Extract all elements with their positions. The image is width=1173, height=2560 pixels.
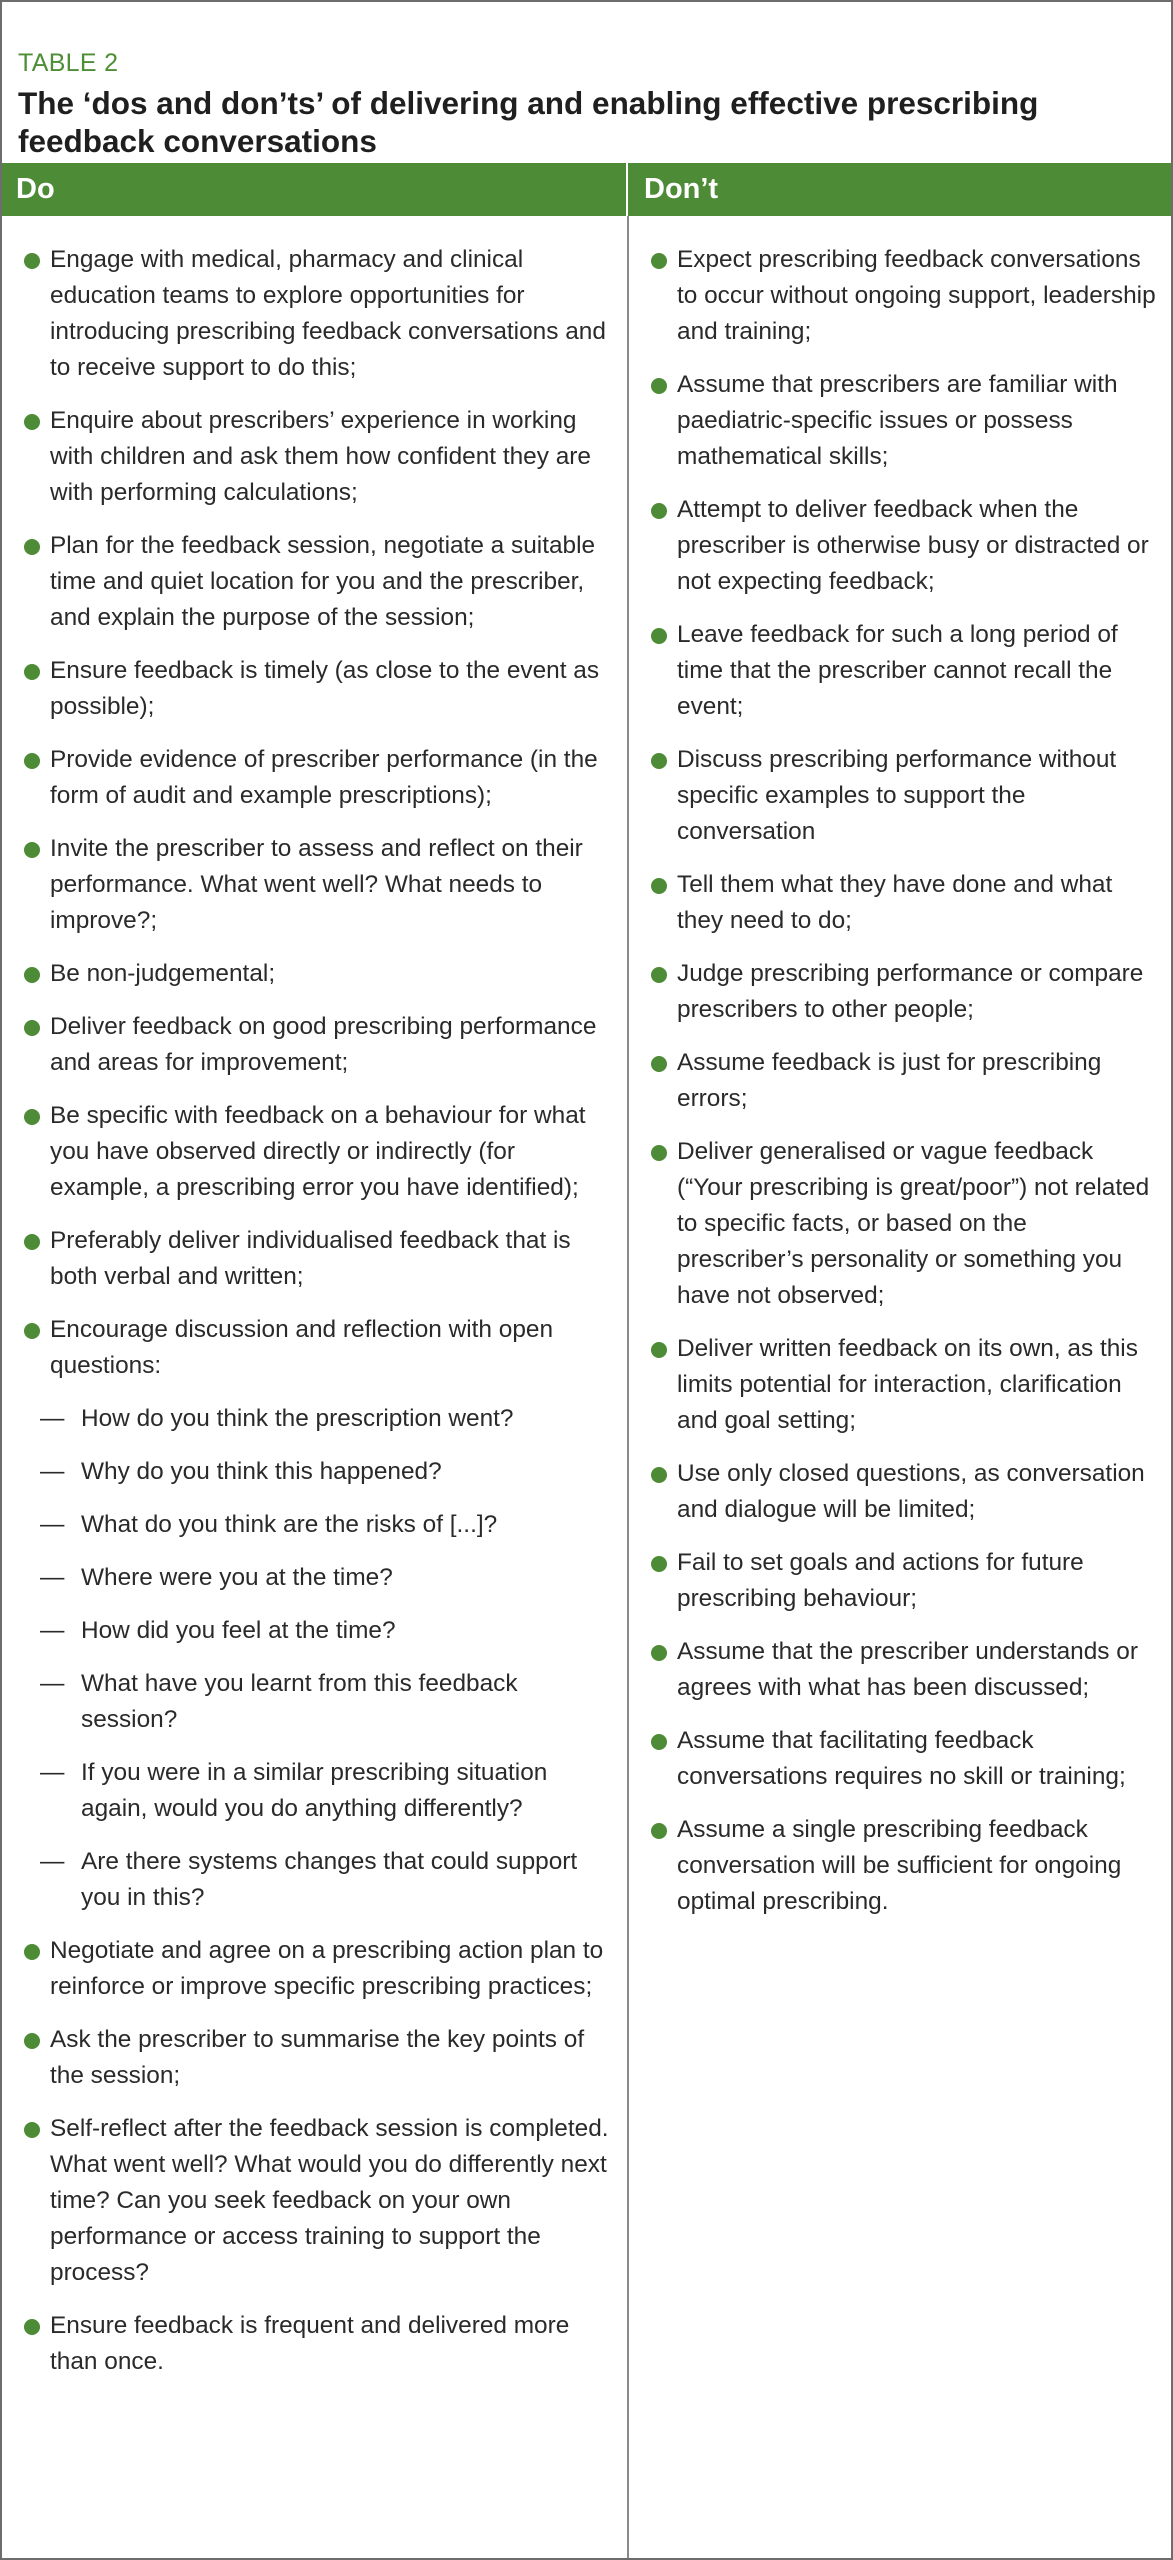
table-header-row [2, 163, 1171, 216]
do-item-text: Ensure feedback is frequent and delivered more than once. [50, 2312, 570, 2375]
dont-item-text: Assume that prescribers are familiar with paediatric-specific issues or possess mathematical skills; [677, 371, 1118, 470]
do-item-text: Be specific with feedback on a behaviour for what you have observed directly or indirectly (for example, a prescribing error you have identified); [50, 1102, 586, 1201]
do-item-text: Provide evidence of prescriber performance (in the form of audit and example prescriptions); [50, 746, 598, 809]
do-list-item [24, 956, 615, 992]
bullet-dot-icon [24, 753, 40, 769]
do-item-text: Be non-judgemental; [50, 960, 276, 987]
do-list-item [24, 1009, 615, 1081]
do-item-text: Negotiate and agree on a prescribing action plan to reinforce or improve specific prescribing practices; [50, 1937, 604, 2000]
bullet-dot-icon [651, 967, 667, 983]
dont-list-item [651, 1634, 1159, 1706]
dont-list [651, 242, 1159, 1920]
do-item-text: If you were in a similar prescribing situation again, would you do anything differently? [81, 1759, 548, 1822]
bullet-dot-icon [24, 967, 40, 983]
do-item-text: Ensure feedback is timely (as close to the event as possible); [50, 657, 600, 720]
bullet-dot-icon [651, 753, 667, 769]
do-list-item [24, 831, 615, 939]
bullet-dot-icon [24, 539, 40, 555]
dont-list-item [651, 1456, 1159, 1528]
dont-item-text: Use only closed questions, as conversation and dialogue will be limited; [677, 1460, 1145, 1523]
do-list-item [24, 1223, 615, 1295]
dont-list-item [651, 1545, 1159, 1617]
do-list-item [24, 742, 615, 814]
dont-item-text: Attempt to deliver feedback when the prescriber is otherwise busy or distracted or not expecting feedback; [677, 496, 1149, 595]
bullet-dot-icon [651, 378, 667, 394]
dont-column [629, 242, 1171, 1937]
do-column [2, 242, 627, 2397]
bullet-dot-icon [651, 628, 667, 644]
table-caption [2, 2, 1171, 162]
do-sub-question [24, 1844, 615, 1916]
do-list [24, 242, 615, 2380]
do-sub-question [24, 1401, 615, 1437]
dont-list-item [651, 242, 1159, 350]
bullet-dot-icon [24, 253, 40, 269]
dash-icon: — [40, 1564, 65, 1591]
bullet-dot-icon [24, 1323, 40, 1339]
bullet-dot-icon [651, 1645, 667, 1661]
do-item-text: Ask the prescriber to summarise the key points of the session; [50, 2026, 585, 2089]
bullet-dot-icon [651, 253, 667, 269]
bullet-dot-icon [651, 1556, 667, 1572]
dash-icon: — [40, 1511, 65, 1538]
dash-icon: — [40, 1670, 65, 1697]
bullet-dot-icon [651, 878, 667, 894]
do-list-item [24, 1098, 615, 1206]
dash-icon: — [40, 1848, 65, 1875]
do-item-text: Deliver feedback on good prescribing performance and areas for improvement; [50, 1013, 597, 1076]
do-sub-question [24, 1560, 615, 1596]
do-sub-question [24, 1507, 615, 1543]
bullet-dot-icon [651, 1145, 667, 1161]
do-sub-question [24, 1613, 615, 1649]
dont-list-item [651, 867, 1159, 939]
dont-list-item [651, 956, 1159, 1028]
dont-list-item [651, 1134, 1159, 1314]
bullet-dot-icon [24, 2319, 40, 2335]
dont-item-text: Fail to set goals and actions for future prescribing behaviour; [677, 1549, 1084, 1612]
dont-list-item [651, 1331, 1159, 1439]
table-title: The ‘dos and don’ts’ of delivering and enabling effective prescribing feedback conversations [18, 85, 1039, 159]
do-list-item [24, 2022, 615, 2094]
do-item-text: Invite the prescriber to assess and reflect on their performance. What went well? What needs to improve?; [50, 835, 583, 934]
do-item-text: What have you learnt from this feedback session? [81, 1670, 518, 1733]
do-list-item [24, 242, 615, 386]
do-sub-question [24, 1755, 615, 1827]
do-item-text: Enquire about prescribers’ experience in working with children and ask them how confident they are with performing calculations; [50, 407, 591, 506]
bullet-dot-icon [651, 1056, 667, 1072]
dont-list-item [651, 1723, 1159, 1795]
dash-icon: — [40, 1617, 65, 1644]
do-list-item [24, 2111, 615, 2291]
do-item-text: Are there systems changes that could support you in this? [81, 1848, 578, 1911]
do-list-item [24, 528, 615, 636]
header-do: Do [2, 163, 628, 216]
do-sub-question [24, 1454, 615, 1490]
dont-item-text: Assume feedback is just for prescribing errors; [677, 1049, 1102, 1112]
do-list-item [24, 2308, 615, 2380]
bullet-dot-icon [24, 842, 40, 858]
do-list-item [24, 1312, 615, 1384]
do-sub-question [24, 1666, 615, 1738]
dont-item-text: Assume a single prescribing feedback conversation will be sufficient for ongoing optimal prescribing. [677, 1816, 1122, 1915]
header-dont: Don’t [644, 173, 719, 205]
bullet-dot-icon [24, 1020, 40, 1036]
dont-item-text: Discuss prescribing performance without specific examples to support the conversation [677, 746, 1117, 845]
dont-list-item [651, 617, 1159, 725]
bullet-dot-icon [24, 1109, 40, 1125]
do-list-item [24, 403, 615, 511]
bullet-dot-icon [651, 1823, 667, 1839]
dont-list-item [651, 1045, 1159, 1117]
bullet-dot-icon [24, 414, 40, 430]
table-label: TABLE 2 [18, 49, 119, 77]
do-item-text: How did you feel at the time? [81, 1617, 396, 1644]
do-list-item [24, 653, 615, 725]
dont-list-item [651, 1812, 1159, 1920]
bullet-dot-icon [24, 1234, 40, 1250]
bullet-dot-icon [651, 1734, 667, 1750]
do-item-text: Engage with medical, pharmacy and clinical education teams to explore opportunities for introducing prescribing feedback conversations and to receive support to do this; [50, 246, 606, 381]
dont-item-text: Deliver written feedback on its own, as this limits potential for interaction, clarification and goal setting; [677, 1335, 1138, 1434]
bullet-dot-icon [24, 1944, 40, 1960]
do-item-text: What do you think are the risks of [...]? [81, 1511, 498, 1538]
do-list-item [24, 1933, 615, 2005]
bullet-dot-icon [651, 1342, 667, 1358]
dont-item-text: Deliver generalised or vague feedback (“Your prescribing is great/poor”) not related to specific facts, or based on the prescriber’s personality or something you have not observed; [677, 1138, 1150, 1309]
bullet-dot-icon [24, 664, 40, 680]
dont-item-text: Leave feedback for such a long period of time that the prescriber cannot recall the event; [677, 621, 1118, 720]
do-item-text: Self-reflect after the feedback session is completed. What went well? What would you do differently next time? Can you seek feedback on your own performance or access training to support the process? [50, 2115, 609, 2286]
dash-icon: — [40, 1458, 65, 1485]
do-item-text: Plan for the feedback session, negotiate a suitable time and quiet location for you and the prescriber, and explain the purpose of the session; [50, 532, 596, 631]
bullet-dot-icon [651, 503, 667, 519]
dont-item-text: Tell them what they have done and what they need to do; [677, 871, 1113, 934]
do-item-text: Where were you at the time? [81, 1564, 393, 1591]
bullet-dot-icon [24, 2033, 40, 2049]
do-item-text: Encourage discussion and reflection with open questions: [50, 1316, 554, 1379]
do-item-text: Preferably deliver individualised feedback that is both verbal and written; [50, 1227, 571, 1290]
dash-icon: — [40, 1405, 65, 1432]
dont-item-text: Judge prescribing performance or compare prescribers to other people; [677, 960, 1144, 1023]
dont-item-text: Assume that the prescriber understands or agrees with what has been discussed; [677, 1638, 1138, 1701]
dont-item-text: Expect prescribing feedback conversations to occur without ongoing support, leadership and training; [677, 246, 1156, 345]
do-item-text: How do you think the prescription went? [81, 1405, 514, 1432]
dont-list-item [651, 742, 1159, 850]
do-item-text: Why do you think this happened? [81, 1458, 442, 1485]
dont-list-item [651, 367, 1159, 475]
bullet-dot-icon [24, 2122, 40, 2138]
dont-list-item [651, 492, 1159, 600]
dont-item-text: Assume that facilitating feedback conversations requires no skill or training; [677, 1727, 1126, 1790]
dash-icon: — [40, 1759, 65, 1786]
bullet-dot-icon [651, 1467, 667, 1483]
